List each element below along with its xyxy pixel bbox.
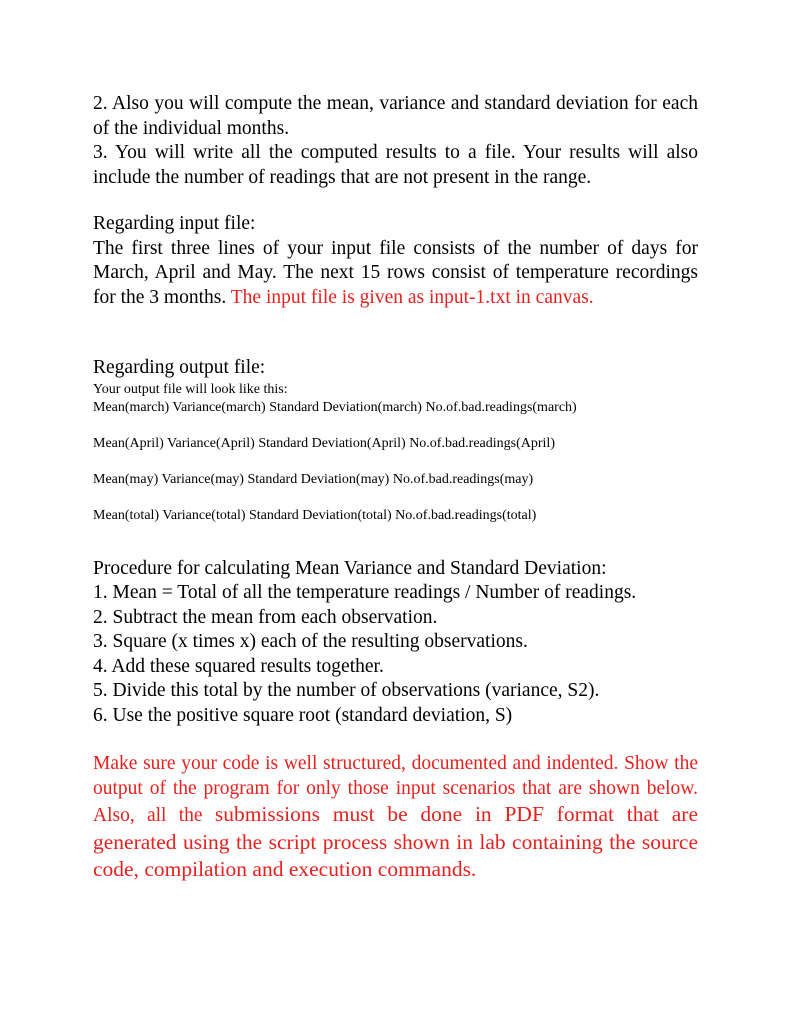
document-page <box>93 92 698 884</box>
procedure-step-2: 2. Subtract the mean from each observation. <box>93 606 438 628</box>
input-file-note: The input file is given as input-1.txt in canvas. <box>230 286 594 308</box>
procedure-step-6: 6. Use the positive square root (standard deviation, S) <box>93 704 513 726</box>
input-heading: Regarding input file: <box>93 213 256 234</box>
input-description-text: The first three lines of your input file consists of the number of days for March, April and May. The next 15 rows consist of temperature recordings for the 3 months. <box>93 237 698 308</box>
submission-note-part2: submissions must be done in PDF format that are generated using the script process shown in lab containing the source code, compilation and execution commands. <box>93 802 698 881</box>
procedure-step-3: 3. Square (x times x) each of the resulting observations. <box>93 631 528 652</box>
output-line-march: Mean(march) Variance(march) Standard Deviation(march) No.of.bad.readings(march) <box>93 399 577 415</box>
procedure-step-5: 5. Divide this total by the number of observations (variance, S2). <box>93 680 600 701</box>
input-description <box>93 237 698 311</box>
submission-note-part1: Make sure your code is well structured, documented and indented. Show the output of the program for only those input scenarios that are shown below. Also, all the <box>93 753 698 826</box>
output-heading: Regarding output file: <box>93 357 266 378</box>
submission-note <box>93 752 698 884</box>
procedure-heading: Procedure for calculating Mean Variance and Standard Deviation: <box>93 557 607 579</box>
output-line-total: Mean(total) Variance(total) Standard Deviation(total) No.of.bad.readings(total) <box>93 507 537 523</box>
intro-item-3: 3. You will write all the computed results to a file. Your results will also include the number of readings that are not present in the range. <box>93 142 698 188</box>
output-line-may: Mean(may) Variance(may) Standard Deviation(may) No.of.bad.readings(may) <box>93 471 534 487</box>
output-intro: Your output file will look like this: <box>93 381 288 397</box>
procedure-step-4: 4. Add these squared results together. <box>93 655 384 677</box>
intro-item-2: 2. Also you will compute the mean, variance and standard deviation for each of the individual months. <box>93 93 698 139</box>
output-line-april: Mean(April) Variance(April) Standard Deviation(April) No.of.bad.readings(April) <box>93 435 555 451</box>
procedure-step-1: 1. Mean = Total of all the temperature readings / Number of readings. <box>93 582 637 603</box>
